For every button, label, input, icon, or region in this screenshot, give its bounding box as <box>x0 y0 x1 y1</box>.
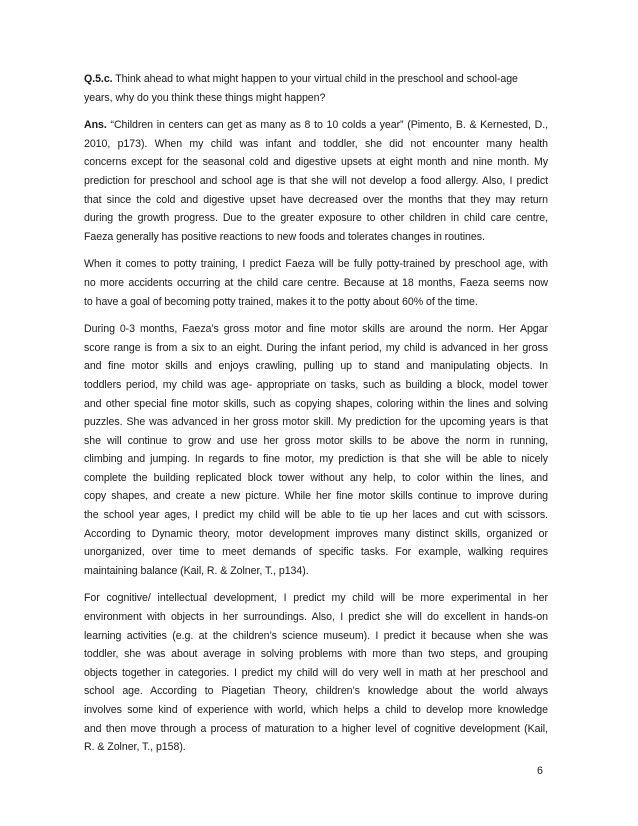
paragraph-line: complete the building replicated block tower without any help, to color within the lines, and <box>84 471 548 484</box>
question-line <box>84 70 548 89</box>
potty-training-paragraph <box>84 255 548 311</box>
answer-line: concerns except for the seasonal cold and digestive upsets at eight month and nine month. My <box>84 156 548 169</box>
paragraph-line: the school year ages, I predict my child will be able to tie up her laces and cut with scissors. <box>84 509 548 522</box>
answer-line: that since the cold and digestive upset have decreased over the months that they may return <box>84 193 548 206</box>
paragraph-line: toddler, she was about average in solving problems with more than two steps, and grouping <box>84 648 548 661</box>
paragraph-line: she will continue to grow and use her gross motor skills to be above the norm in running, <box>84 434 548 447</box>
paragraph-line: climbing and jumping. In regards to fine motor, my prediction is that she will be able to nicely <box>84 453 548 466</box>
answer-label: Ans. <box>84 119 107 132</box>
answer-line: during the growth progress. Due to the greater exposure to other children in child care centre, <box>84 212 548 225</box>
paragraph-line: When it comes to potty training, I predict Faeza will be fully potty-trained by preschool age, with <box>84 258 548 271</box>
paragraph-line: According to Dynamic theory, motor development improves many distinct skills, organized or <box>84 527 548 540</box>
paragraph-line: and fine motor skills and enjoys crawling, pulling up to stand and manipulating objects. In <box>84 360 548 373</box>
paragraph-line: R. & Zolner, T., p158). <box>84 741 186 754</box>
question-line: years, why do you think these things might happen? <box>84 91 326 104</box>
paragraph-line: school age. According to Piagetian Theory, children’s knowledge about the world always <box>84 685 548 698</box>
page-number: 6 <box>537 765 543 777</box>
paragraph-line: puzzles. She was advanced in her gross motor skill. My prediction for the upcoming years is that <box>84 416 548 429</box>
paragraph-line: environment with objects in her surroundings. Also, I predict she will do excellent in hands-on <box>84 611 548 624</box>
answer-paragraph <box>84 116 548 246</box>
paragraph-line: toddlers period, my child was age- appropriate on tasks, such as building a block, model tower <box>84 378 548 391</box>
motor-skills-paragraph <box>84 320 548 580</box>
answer-line: prediction for preschool and school age is that she will not develop a food allergy. Also, I predict <box>84 174 548 187</box>
paragraph-line: no more accidents occurring at the child care centre. Because at 18 months, Faeza seems now <box>84 276 548 289</box>
question-text: Think ahead to what might happen to your virtual child in the preschool and school-age <box>112 73 518 85</box>
paragraph-line: learning activities (e.g. at the children’s science museum). I predict it because when she was <box>84 629 548 642</box>
answer-line: 2010, p173). When my child was infant and toddler, she did not encounter many health <box>84 137 548 150</box>
paragraph-line: maintaining balance (Kail, R. & Zolner, T., p134). <box>84 564 309 577</box>
page-content <box>84 70 548 766</box>
paragraph-line: score range is from a six to an eight. During the infant period, my child is advanced in her gross <box>84 341 548 354</box>
paragraph-line: copy shapes, and create a new picture. While her fine motor skills continue to improve during <box>84 490 548 503</box>
question-label: Q.5.c. <box>84 73 113 85</box>
paragraph-line: For cognitive/ intellectual development, I predict my child will be more experimental in her <box>84 592 548 605</box>
answer-line <box>84 116 548 135</box>
answer-quote: “Children in centers can get as many as 8 to 10 colds a year” (Pimento, B. & Kernested, D., <box>106 119 548 132</box>
paragraph-line: unorganized, over time to meet demands of specific tasks. For example, walking requires <box>84 546 548 559</box>
answer-line: Faeza generally has positive reactions to new foods and tolerates changes in routines. <box>84 230 485 243</box>
paragraph-line: to have a goal of becoming potty trained, makes it to the potty about 60% of the time. <box>84 295 478 308</box>
paragraph-line: and other special fine motor skills, such as copying shapes, coloring within the lines and solving <box>84 397 548 410</box>
paragraph-line: During 0-3 months, Faeza’s gross motor and fine motor skills are around the norm. Her Apgar <box>84 323 548 336</box>
cognitive-development-paragraph <box>84 589 548 756</box>
paragraph-line: involves some kind of experience with world, which helps a child to develop more knowledge <box>84 704 548 716</box>
paragraph-line: and then move through a process of maturation to a higher level of cognitive development (Kail, <box>84 722 548 735</box>
paragraph-line: objects together in categories. I predict my child will do very well in math at her preschool and <box>84 666 548 679</box>
question-paragraph <box>84 70 548 107</box>
